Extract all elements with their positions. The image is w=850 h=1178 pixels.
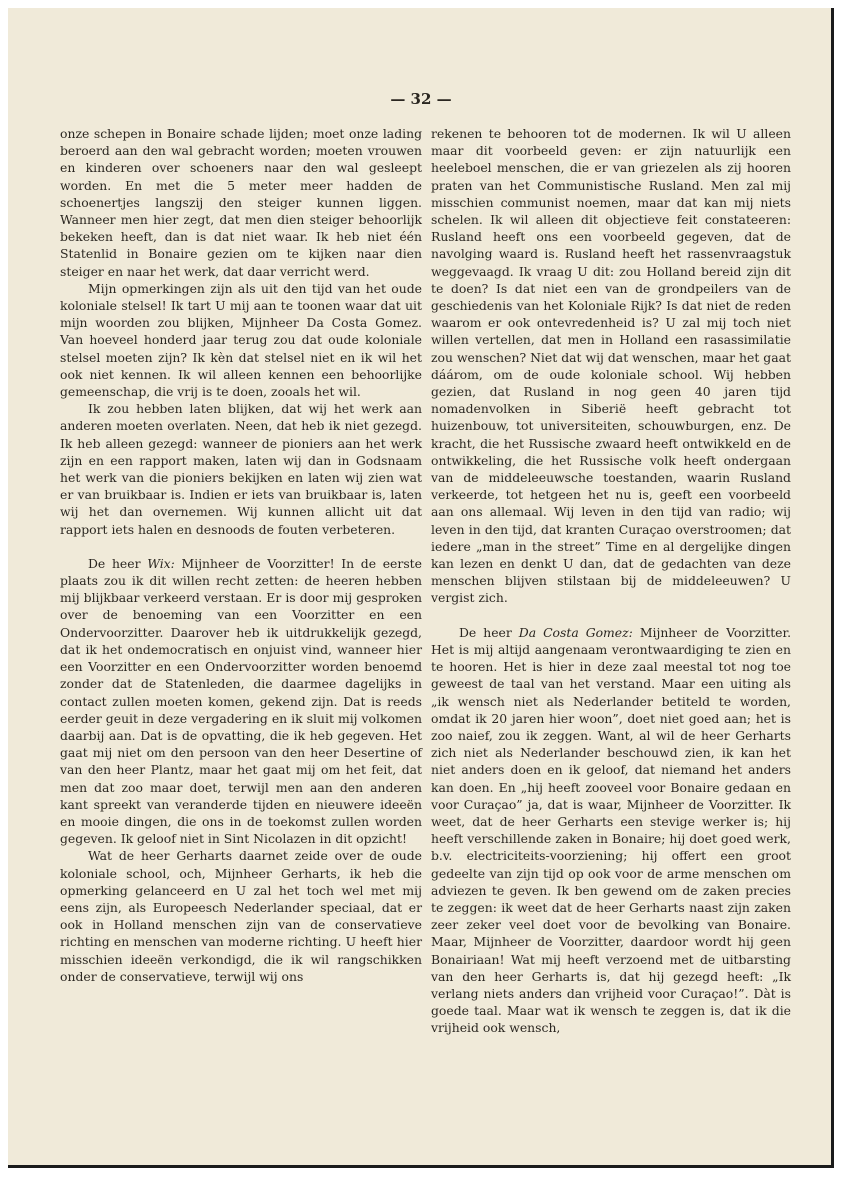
paragraph: Mijn opmerkingen zijn als uit den tijd van het oude koloniale stelsel! Ik tart U mij aan te toonen waar dat uit mijn woorden zou blijken, Mijnheer Da Costa Gomez. Van hoeveel honderd jaar terug zou dat oude koloniale stelsel moeten zijn? Ik kèn dat stelsel niet en ik wil het ook niet kennen. Ik wil alleen kennen een behoorlijke gemeenschap, die vrij is te doen, zooals het wil. <box>60 280 422 400</box>
paragraph: onze schepen in Bonaire schade lijden; moet onze lading beroerd aan den wal gebracht worden; moeten vrouwen en kinderen over schoeners naar den wal gesleept worden. En met die 5 meter meer hadden de schoenertjes langszij den steiger kunnen liggen. Wanneer men hier zegt, dat men dien steiger behoorlijk bekeken heeft, dan is dat niet waar. Ik heb niet één Statenlid in Bonaire gezien om te kijken naar dien steiger en naar het werk, dat daar verricht werd. <box>60 126 422 279</box>
page-number: — 32 — <box>390 90 452 108</box>
paragraph: rekenen te behooren tot de modernen. Ik wil U alleen maar dit voorbeeld geven: er zijn natuurlijk een heeleboel menschen, die er van griezelen als zij hooren praten van het Communistische Rusland. Men zal mij misschien communist noemen, maar dat kan mij niets schelen. Ik wil alleen dit objectieve feit constateeren: Rusland heeft ons een voorbeeld gegeven, dat de navolging waard is. Rusland heeft het rassenvraagstuk weggevaagd. Ik vraag U dit: zou Holland bereid zijn dit te doen? Is dat niet een van de grondpeilers van de geschiedenis van het Koloniale Rijk? Is dat niet de reden waarom er ook ontevredenheid is? U zal mij toch niet willen vertellen, dat men in Holland een rasassimilatie zou wenschen? Niet dat wij dat wenschen, maar het gaat dáárom, om de oude koloniale school. Wij hebben gezien, dat Rusland in nog geen 40 jaren tijd nomadenvolken in Siberië heeft gebracht tot huizenbouw, tot universiteiten, schouwburgen, enz. De kracht, die het Russische zwaard heeft ontwikkeld en de ontwikkeling, die het Russische volk heeft ondergaan van de middeleeuwsche toestanden, waarin Rusland verkeerde, tot hetgeen het nu is, geeft een voorbeeld aan ons allemaal. Wij leven in den tijd van radio; wij leven in den tijd, dat kranten Curaçao overstroomen; dat iedere „man in the street” Time en al dergelijke dingen kan lezen en denkt U dan, dat de gedachten van deze menschen blijven stilstaan bij de middeleeuwen? U vergist zich. <box>431 126 791 606</box>
speech-paragraph <box>60 555 422 847</box>
document-page <box>8 8 834 1168</box>
speech-intro: De heer <box>459 624 519 640</box>
left-column <box>60 125 422 985</box>
speaker-name: Da Costa Gomez: <box>518 624 633 640</box>
speech-text: Mijnheer de Voorzitter. Het is mij altijd aangenaam verontwaardiging te zien en te hooren. Het is hier in deze zaal meestal tot nog toe geweest de taal van het verstand. Maar een uiting als „ik wensch niet als Nederlander betiteld te worden, omdat ik 20 jaren hier woon”, doet niet goed aan; het is zoo naief, zou ik zeggen. Want, al wil de heer Gerharts zich niet als Nederlander beschouwd zien, ik kan het niet anders doen en ik geloof, dat niemand het anders kan doen. En „hij heeft zooveel voor Bonaire gedaan en voor Curaçao” ja, dat is waar, Mijnheer de Voorzitter. Ik weet, dat de heer Gerharts een stevige werker is; hij heeft verschillende zaken in Bonaire; hij doet goed werk, b.v. electriciteits-voorziening; hij offert een groot gedeelte van zijn tijd op ook voor de arme menschen om adviezen te geven. Ik ben gewend om de zaken precies te zeggen: ik weet dat de heer Gerharts naast zijn zaken zeer zeker veel doet voor de bevolking van Bonaire. Maar, Mijnheer de Voorzitter, daardoor wordt hij geen Bonairiaan! Wat mij heeft verzoend met de uitbarsting van den heer Gerharts is, dat hij gezegd heeft: „Ik verlang niets anders dan vrijheid voor Curaçao!”. Dàt is goede taal. Maar wat ik wensch te zeggen is, dat ik die vrijheid ook wensch, <box>431 624 792 1036</box>
paragraph: Wat de heer Gerharts daarnet zeide over de oude koloniale school, och, Mijnheer Gerharts, ik heb die opmerking gelanceerd en U zal het toch wel met mij eens zijn, als Europeesch Nederlander speciaal, dat er ook in Holland menschen zijn van de conservatieve richting en menschen van moderne richting. U heeft hier misschien ideeën verkondigd, die ik wil rangschikken onder de conservatieve, terwijl wij ons <box>60 848 422 984</box>
speech-intro: De heer <box>88 555 148 571</box>
speech-text: Mijnheer de Voorzitter! In de eerste plaats zou ik dit willen recht zetten: de heeren hebben mij blijkbaar verkeerd verstaan. Er is door mij gesproken over de benoeming van een Voorzitter en een Ondervoorzitter. Daarover heb ik uitdrukkelijk gezegd, dat ik het ondemocratisch en onjuist vind, wanneer hier een Voorzitter en een Ondervoorzitter worden benoemd zonder dat de Statenleden, die daarmee dagelijks in contact zullen moeten komen, gekend zijn. Dat is reeds eerder geuit in deze vergadering en ik sluit mij volkomen daarbij aan. Dat is de opvatting, die ik heb gegeven. Het gaat mij niet om den persoon van den heer Desertine of van den heer Plantz, maar het gaat mij om het feit, dat men dat zoo maar doet, terwijl men aan den anderen kant spreekt van veranderde tijden en nieuwere ideeën en mooie dingen, die ons in de toekomst zullen worden gegeven. Ik geloof niet in Sint Nicolazen in dit opzicht! <box>60 555 422 847</box>
right-column <box>431 125 791 1037</box>
speaker-name: Wix: <box>147 555 175 571</box>
paragraph: Ik zou hebben laten blijken, dat wij het werk aan anderen moeten overlaten. Neen, dat heb ik niet gezegd. Ik heb alleen gezegd: wanneer de pioniers aan het werk zijn en een rapport maken, laten wij dan in Godsnaam het werk van die pioniers bekijken en laten wij zien wat er van bruikbaar is. Indien er iets van bruikbaar is, laten wij het dan overnemen. Wij kunnen allicht uit dat rapport iets halen en desnoods de fouten verbeteren. <box>60 401 422 537</box>
speech-paragraph <box>431 624 791 1037</box>
